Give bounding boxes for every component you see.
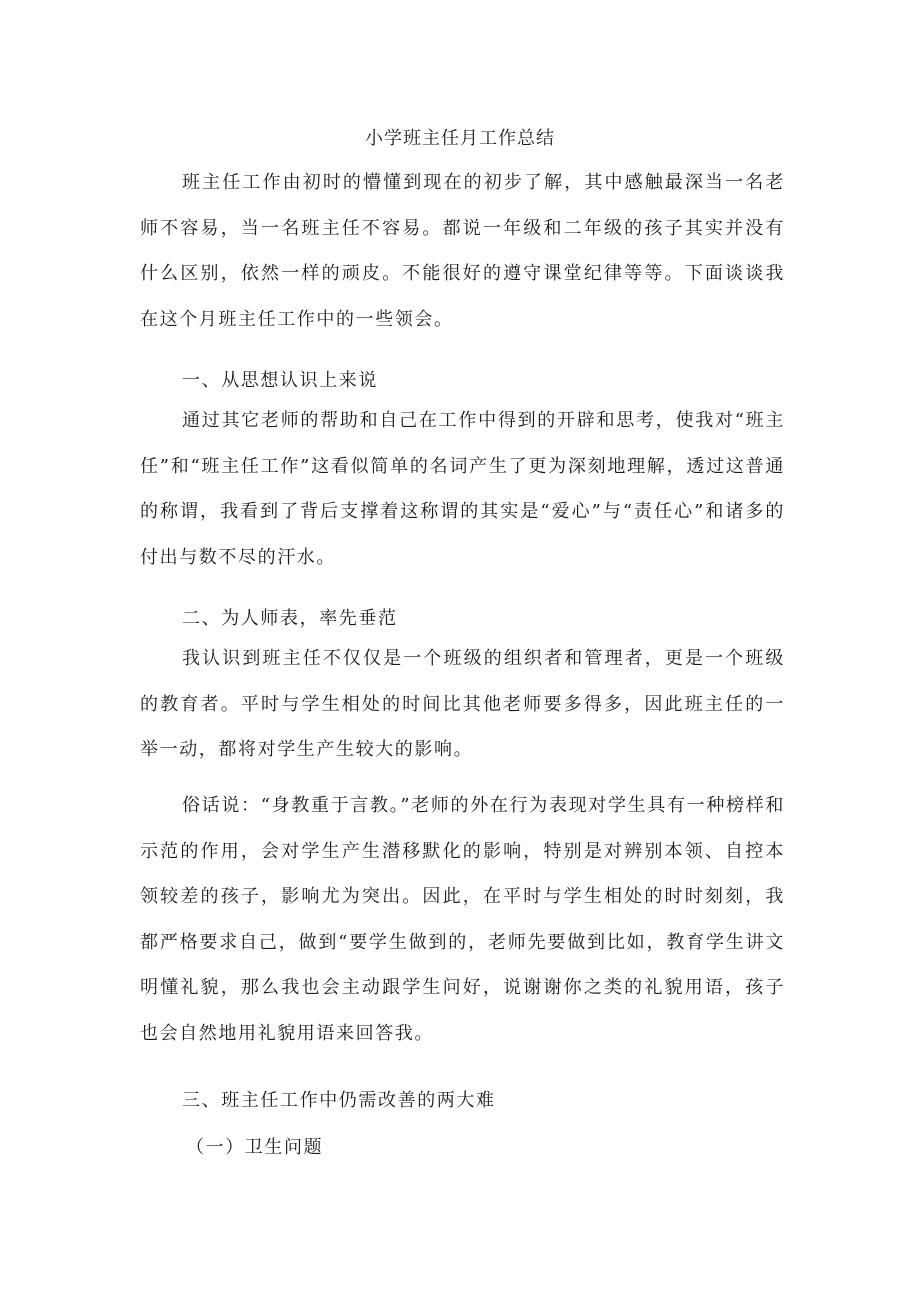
section3-subheading-1: （一）卫生问题	[186, 1137, 324, 1158]
section2-paragraph-1: 我认识到班主任不仅仅是一个班级的组织者和管理者，更是一个班级的教育者。平时与学生相处的时间比其他老师要多得多，因此班主任的一举一动，都将对学生产生较大的影响。	[140, 648, 785, 760]
section1-paragraph: 通过其它老师的帮助和自己在工作中得到的开辟和思考，使我对“班主任”和“班主任工作”这看似简单的名词产生了更为深刻地理解，透过这普通的称谓，我看到了背后支撑着这称谓的其实是“爱心”与“责任心”和诸多的付出与数不尽的汗水。	[140, 410, 785, 568]
section2-paragraph-2: 俗话说：“身教重于言教。”老师的外在行为表现对学生具有一种榜样和示范的作用，会对学生产生潜移默化的影响，特别是对辨别本领、自控本领较差的孩子，影响尤为突出。因此，在平时与学生相处的时时刻刻，我都严格要求自己，做到“要学生做到的，老师先要做到比如，教育学生讲文明懂礼貌，那么我也会主动跟学生问好，说谢谢你之类的礼貌用语，孩子也会自然地用礼貌用语来回答我。	[140, 795, 785, 1044]
section1-heading: 一、从思想认识上来说	[182, 370, 378, 391]
document-title: 小学班主任月工作总结	[365, 128, 555, 149]
section2-heading: 二、为人师表，率先垂范	[182, 608, 398, 629]
section3-heading: 三、班主任工作中仍需改善的两大难	[182, 1090, 496, 1111]
intro-paragraph: 班主任工作由初时的懵懂到现在的初步了解，其中感触最深当一名老师不容易，当一名班主任不容易。都说一年级和二年级的孩子其实并没有什么区别，依然一样的顽皮。不能很好的遵守课堂纪律等等。下面谈谈我在这个月班主任工作中的一些领会。	[140, 172, 785, 330]
